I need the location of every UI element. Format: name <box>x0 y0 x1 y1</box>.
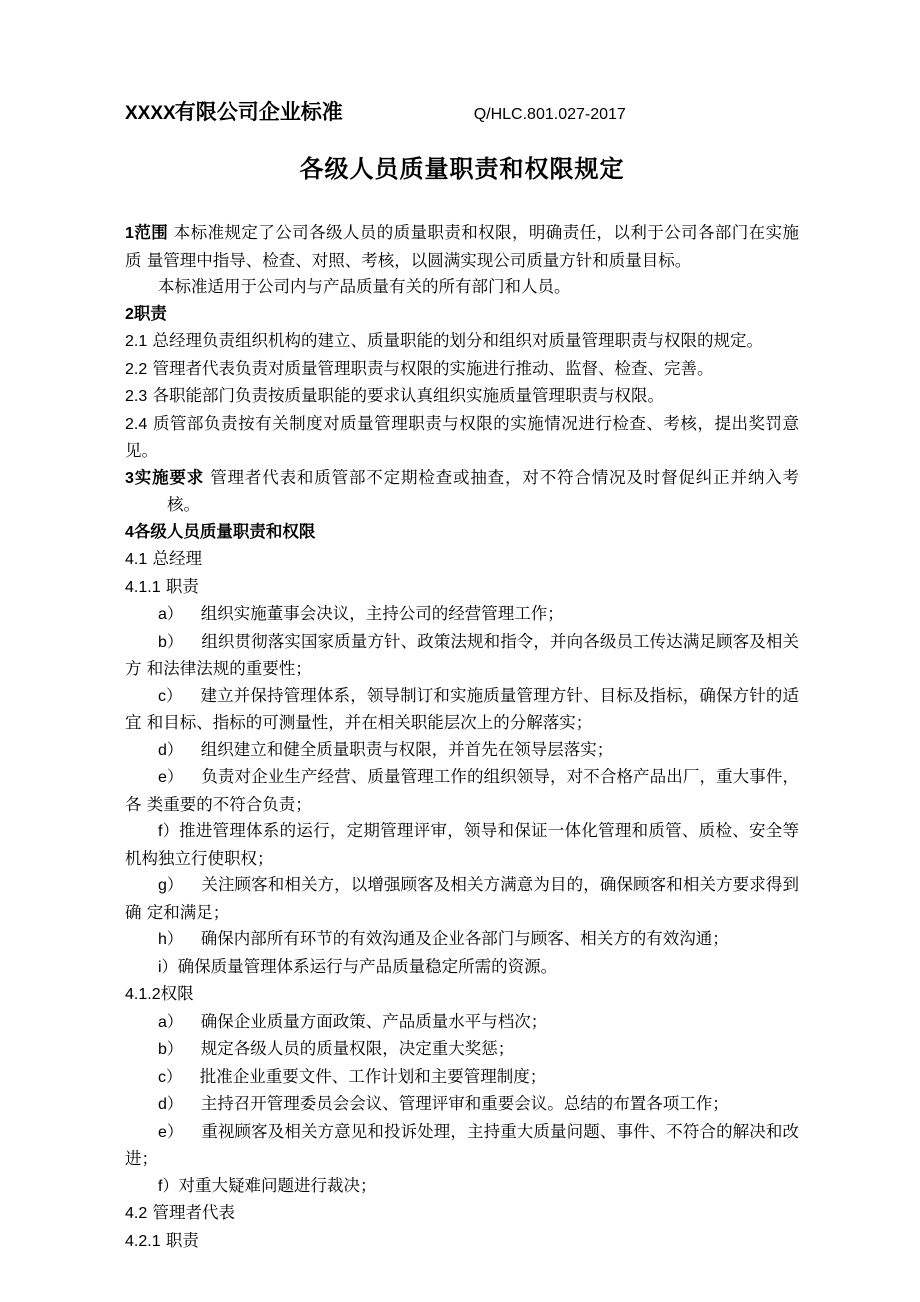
document-body <box>125 220 805 1255</box>
company-mark: XXXX <box>125 103 176 124</box>
section-4-2-1-number: 4.2.1 <box>125 1232 161 1250</box>
section-3-title: 实施要求 <box>133 467 205 487</box>
duty-411-item-marker: i） <box>158 958 178 976</box>
section-4-1-1-number: 4.1.1 <box>125 578 161 596</box>
duty-411-item <box>125 629 799 683</box>
standard-code: Q/HLC.801.027-2017 <box>473 106 626 123</box>
authority-412-item-text: 规定各级人员的质量权限，决定重大奖惩； <box>200 1039 515 1058</box>
section-2-3-number: 2.3 <box>125 388 148 405</box>
duty-411-item-text: 确保内部所有环节的有效沟通及企业各部门与顾客、相关方的有效沟通； <box>200 929 729 948</box>
duty-411-item-marker: d） <box>158 741 201 759</box>
authority-412-item-marker: a） <box>158 1013 201 1031</box>
section-1-body: 本标准规定了公司各级人员的质量职责和权限，明确责任，以利于公司各部门在实施质 量管理中指导、检查、对照、考核，以圆满实现公司质量方针和质量目标。 <box>125 223 800 270</box>
authority-412-item-text: 重视顾客及相关方意见和投诉处理，主持重大质量问题、事件、不符合的解决和改进； <box>125 1121 799 1168</box>
document-header <box>125 96 799 130</box>
section-4-2-1 <box>125 1228 799 1256</box>
section-2-1-text: 总经理负责组织机构的建立、质量职能的划分和组织对质量管理职责与权限的规定。 <box>147 331 763 350</box>
duty-411-item-text: 关注顾客和相关方，以增强顾客及相关方满意为目的，确保顾客和相关方要求得到确 定和满足； <box>125 875 799 922</box>
section-2-4-text: 质管部负责按有关制度对质量管理职责与权限的实施情况进行检查、考核，提出奖罚意见。 <box>125 413 799 460</box>
section-2-number: 2 <box>125 305 134 323</box>
authority-412-item-text: 主持召开管理委员会会议、管理评审和重要会议。总结的布置各项工作； <box>200 1094 729 1113</box>
section-4-1-text: 总经理 <box>147 549 202 568</box>
section-2-title: 职责 <box>133 303 167 323</box>
section-2-2-text: 管理者代表负责对质量管理职责与权限的实施进行推动、监督、检查、完善。 <box>147 358 714 378</box>
duty-411-item-text: 负责对企业生产经营、质量管理工作的组织领导，对不合格产品出厂，重大事件，各 类重要的不符合负责； <box>125 767 799 814</box>
duty-411-item-text: 推进管理体系的运行，定期管理评审，领导和保证一体化管理和质管、质检、安全等 机构独立行使职权； <box>125 821 805 868</box>
section-4-2-text: 管理者代表 <box>147 1203 235 1222</box>
section-4-2-number: 4.2 <box>125 1205 148 1222</box>
section-4-1-2-text: 权限 <box>160 984 194 1003</box>
authority-412-item-marker: b） <box>158 1041 201 1058</box>
section-4-1-1 <box>125 574 799 602</box>
section-2-1-number: 2.1 <box>125 333 148 350</box>
section-2-1 <box>125 328 799 356</box>
authority-412-item <box>125 1036 799 1064</box>
duty-411-item-text: 确保质量管理体系运行与产品质量稳定所需的资源。 <box>177 956 558 976</box>
duties-list-411 <box>125 601 805 981</box>
authorities-list-412 <box>125 1009 799 1201</box>
authority-412-item <box>125 1173 799 1201</box>
duty-411-item-text: 组织建立和健全质量职责与权限，并首先在领导层落实； <box>200 739 614 759</box>
section-4-1-2 <box>125 981 799 1009</box>
section-4-number: 4 <box>125 523 134 541</box>
section-2 <box>125 301 799 329</box>
section-4 <box>125 519 799 547</box>
duty-411-item <box>125 601 799 629</box>
section-1-number: 1 <box>125 225 134 242</box>
authority-412-item-text: 批准企业重要文件、工作计划和主要管理制度； <box>199 1066 547 1086</box>
page-title: 各级人员质量职责和权限规定 <box>299 154 625 183</box>
section-4-1-2-number: 4.1.2 <box>125 986 161 1003</box>
authority-412-item-text: 对重大疑难问题进行裁决； <box>178 1175 377 1195</box>
section-2-2 <box>125 356 799 384</box>
duty-411-item <box>125 737 799 765</box>
section-1-paragraph-2: 本标准适用于公司内与产品质量有关的所有部门和人员。 <box>158 277 571 296</box>
section-4-2-1-text: 职责 <box>160 1230 199 1250</box>
section-2-2-number: 2.2 <box>125 360 148 378</box>
company-suffix: 有限公司企业标准 <box>174 100 343 124</box>
duty-411-item-marker: e） <box>158 769 202 786</box>
authority-412-item-marker: f） <box>158 1177 179 1195</box>
section-4-title: 各级人员质量职责和权限 <box>133 521 316 541</box>
duty-411-item <box>125 926 799 954</box>
section-4-1-number: 4.1 <box>125 551 148 568</box>
duty-411-item <box>125 683 799 737</box>
section-4-2 <box>125 1200 799 1228</box>
section-2-3 <box>125 383 799 411</box>
section-3 <box>125 465 799 519</box>
section-3-body: 管理者代表和质管部不定期检查或抽查，对不符合情况及时督促纠正并纳入考核。 <box>167 467 800 514</box>
duty-411-item-text: 组织贯彻落实国家质量方针、政策法规和指令，并向各级员工传达满足顾客及相关方 和法律法规的重要性； <box>125 631 799 678</box>
duty-411-item <box>125 764 799 818</box>
duty-411-item-marker: a） <box>158 606 201 623</box>
authority-412-item <box>125 1119 799 1173</box>
section-2-4 <box>125 411 799 465</box>
duty-411-item-text: 组织实施董事会决议，主持公司的经营管理工作； <box>200 604 564 623</box>
section-1 <box>125 220 799 274</box>
duty-411-item-marker: b） <box>158 633 202 651</box>
section-4-1 <box>125 546 799 574</box>
section-1-title: 范围 <box>133 223 169 242</box>
authority-412-item <box>125 1064 799 1092</box>
duty-411-item <box>125 872 799 926</box>
authority-412-item-marker: c） <box>158 1068 200 1086</box>
authority-412-item-marker: d） <box>158 1096 201 1113</box>
duty-411-item-marker: c） <box>158 687 201 705</box>
document-content <box>125 96 805 1255</box>
duty-411-item-marker: g） <box>158 877 202 894</box>
duty-411-item-text: 建立并保持管理体系，领导制订和实施质量管理方针、目标及指标，确保方针的适宜 和目标、指标的可测量性，并在相关职能层次上的分解落实； <box>125 685 799 732</box>
duty-411-item-marker: f） <box>158 823 179 840</box>
duty-411-item-marker: h） <box>158 931 201 948</box>
duty-411-item <box>125 954 799 982</box>
authority-412-item-marker: e） <box>158 1123 202 1141</box>
section-4-1-1-text: 职责 <box>160 576 199 596</box>
section-2-4-number: 2.4 <box>125 415 148 433</box>
section-3-number: 3 <box>125 469 134 487</box>
authority-412-item-text: 确保企业质量方面政策、产品质量水平与档次； <box>200 1011 548 1031</box>
duty-411-item <box>125 818 805 872</box>
authority-412-item <box>125 1009 799 1037</box>
authority-412-item <box>125 1091 799 1119</box>
section-2-3-text: 各职能部门负责按质量职能的要求认真组织实施质量管理职责与权限。 <box>147 386 664 405</box>
